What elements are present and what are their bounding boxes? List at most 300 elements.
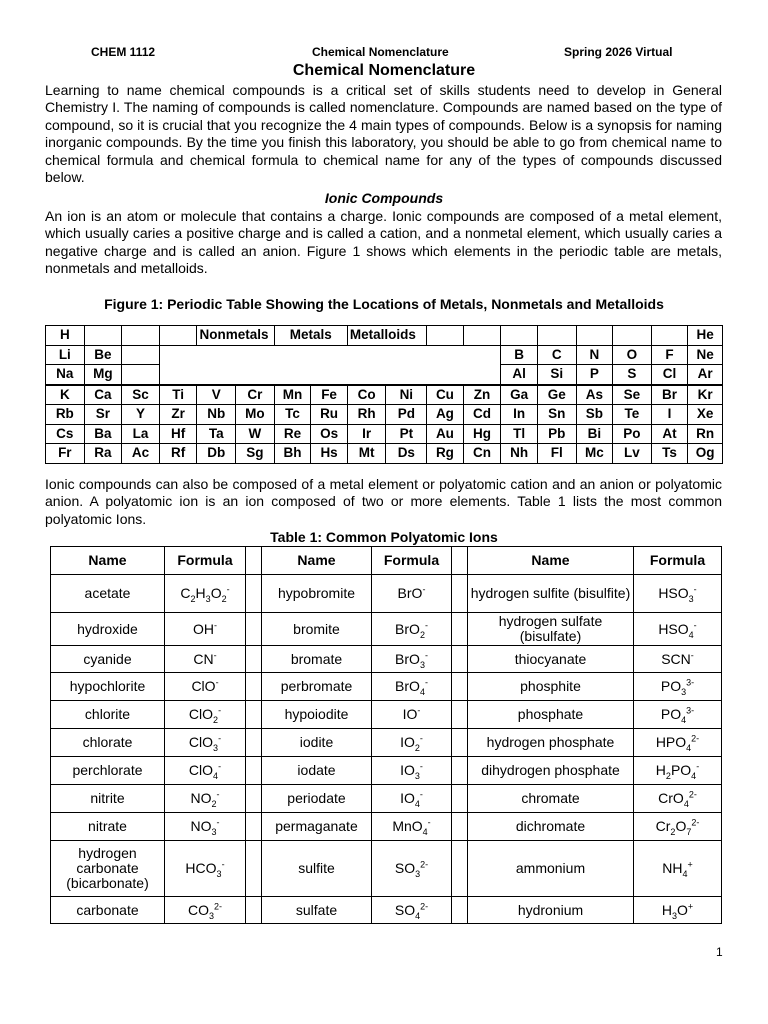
ion-formula [372, 897, 452, 924]
ion-name: permaganate [262, 813, 372, 841]
element-cell: Li [46, 345, 85, 365]
element-cell: Rf [159, 444, 197, 464]
formula-subscript: 3 [688, 593, 694, 604]
element-cell: Sr [84, 405, 122, 425]
spacer-cell [246, 646, 262, 673]
formula-symbol: PO [660, 706, 682, 722]
element-cell: Au [427, 424, 464, 444]
ion-formula [165, 785, 246, 813]
element-cell: Os [311, 424, 348, 444]
ion-name: hypoiodite [262, 701, 372, 729]
ion-formula [372, 785, 452, 813]
element-cell: Ar [688, 365, 723, 385]
element-cell: Cn [463, 444, 501, 464]
ion-formula [634, 813, 722, 841]
formula-charge: 2- [420, 859, 429, 870]
empty-cell [501, 326, 538, 346]
element-cell: Cl [651, 365, 688, 385]
ion-formula [372, 729, 452, 757]
ion-formula [165, 673, 246, 701]
formula-subscript: 2 [221, 593, 227, 604]
table-row [51, 646, 722, 673]
spacer-cell [452, 729, 468, 757]
element-cell: Ta [197, 424, 236, 444]
element-cell: Y [122, 405, 160, 425]
ion-formula [372, 757, 452, 785]
element-cell: Pd [386, 405, 427, 425]
element-cell: Ds [386, 444, 427, 464]
formula-charge: - [419, 733, 423, 744]
ion-formula [634, 646, 722, 673]
spacer-cell [452, 575, 468, 613]
element-cell: Og [688, 444, 723, 464]
ion-name: phosphite [468, 673, 634, 701]
empty-cell [122, 326, 160, 346]
periodic-row-6 [46, 424, 723, 444]
periodic-row-5 [46, 405, 723, 425]
ion-formula [634, 841, 722, 897]
formula-charge: + [687, 859, 693, 870]
formula-charge: 2- [691, 817, 700, 828]
ion-name: perchlorate [51, 757, 165, 785]
element-cell: Cs [46, 424, 85, 444]
ion-name: dihydrogen phosphate [468, 757, 634, 785]
ion-formula [372, 613, 452, 646]
empty-cell [537, 326, 576, 346]
element-cell: Na [46, 365, 85, 385]
ion-name: sulfate [262, 897, 372, 924]
formula-subscript: 2 [414, 742, 420, 753]
table-row [51, 897, 722, 924]
ion-name: hypobromite [262, 575, 372, 613]
formula-symbol: SO [394, 901, 416, 918]
ion-formula [634, 673, 722, 701]
formula-symbol: NO [190, 790, 212, 806]
element-cell: Fr [46, 444, 85, 464]
ion-name: hydrogen sulfate (bisulfate) [468, 613, 634, 646]
formula-subscript: 3 [414, 770, 420, 781]
formula-charge: - [226, 584, 230, 595]
table-row [51, 673, 722, 701]
formula-symbol: O [676, 901, 688, 918]
spacer-cell [246, 701, 262, 729]
intro-paragraph: Learning to name chemical compounds is a critical set of skills students need to develop in General Chemistry I. The naming of compounds is called nomenclature. Compounds are named based on the type of compound, so it is crucial that you recognize the 4 main types of compounds. Below is a synopsis for naming inorganic compounds. By the time you finish this laboratory, you should be able to go from chemical name to chemical formula and chemical formula to chemical name for any of the types of compounds discussed below. [45, 82, 722, 186]
spacer-cell [246, 813, 262, 841]
table-caption: Table 1: Common Polyatomic Ions [270, 529, 498, 545]
element-cell: W [236, 424, 275, 444]
element-cell: Po [613, 424, 652, 444]
formula-symbol: HCO [185, 860, 217, 876]
formula-symbol: SCN [661, 650, 691, 667]
spacer-cell [246, 841, 262, 897]
formula-subscript: 2 [419, 629, 425, 640]
formula-symbol: HPO [655, 734, 687, 750]
spacer-cell [452, 646, 468, 673]
formula-charge: - [690, 649, 694, 660]
ion-name: phosphate [468, 701, 634, 729]
formula-subscript: 4 [681, 714, 687, 725]
formula-charge: - [424, 619, 428, 630]
column-header-name: Name [51, 547, 165, 575]
formula-charge: - [693, 619, 697, 630]
element-cell: Rh [347, 405, 386, 425]
ion-formula [634, 897, 722, 924]
spacer-cell [246, 757, 262, 785]
ion-formula [372, 575, 452, 613]
formula-charge: 2- [214, 900, 223, 911]
formula-symbol: O [675, 818, 687, 834]
formula-symbol: IO [402, 706, 418, 722]
transition-gap [159, 345, 501, 365]
spacer-cell [246, 785, 262, 813]
ion-name: chlorate [51, 729, 165, 757]
formula-symbol: OH [193, 620, 214, 637]
formula-subscript: 3 [671, 910, 677, 921]
polyatomic-paragraph: Ionic compounds can also be composed of a metal element or polyatomic cation and an anion or polyatomic anion. A polyatomic ion is an ion composed of two or more elements. Table 1 lists the most common polyatomic Ions. [45, 476, 722, 527]
element-cell: H [46, 326, 85, 346]
formula-subscript: 3 [415, 868, 421, 879]
transition-gap [159, 365, 501, 385]
formula-charge: 2- [420, 900, 429, 911]
figure-caption: Figure 1: Periodic Table Showing the Locations of Metals, Nonmetals and Metalloids [104, 296, 664, 312]
element-cell: In [501, 405, 538, 425]
formula-symbol: SO [394, 860, 416, 876]
formula-symbol: NO [190, 818, 212, 834]
page-header [0, 45, 768, 61]
ion-name: hydrogen phosphate [468, 729, 634, 757]
formula-charge: - [693, 584, 697, 595]
element-cell: Hf [159, 424, 197, 444]
column-header-name: Name [262, 547, 372, 575]
element-cell: Pt [386, 424, 427, 444]
table-row [51, 701, 722, 729]
ion-formula [372, 646, 452, 673]
legend-metalloids: Metalloids [347, 326, 426, 346]
element-cell: N [576, 345, 613, 365]
element-cell: Al [501, 365, 538, 385]
element-cell: Cr [236, 385, 275, 405]
element-cell: Xe [688, 405, 723, 425]
spacer-cell [246, 897, 262, 924]
element-cell: Lv [613, 444, 652, 464]
element-cell: Ru [311, 405, 348, 425]
formula-charge: + [687, 900, 694, 911]
formula-charge: - [422, 584, 426, 595]
element-cell: C [537, 345, 576, 365]
formula-charge: - [427, 817, 431, 828]
ion-formula [634, 613, 722, 646]
polyatomic-ions-table [50, 546, 722, 924]
formula-charge: - [215, 677, 219, 688]
element-cell: Ti [159, 385, 197, 405]
ion-name: hydronium [468, 897, 634, 924]
element-cell: At [651, 424, 688, 444]
formula-symbol: PO [660, 678, 682, 694]
formula-symbol: ClO [188, 762, 214, 778]
ion-formula [165, 701, 246, 729]
spacer-cell [246, 613, 262, 646]
ion-formula [165, 897, 246, 924]
formula-subscript: 4 [688, 629, 694, 640]
periodic-row-7 [46, 444, 723, 464]
course-code: CHEM 1112 [91, 45, 156, 59]
ion-name: hydroxide [51, 613, 165, 646]
spacer-cell [452, 813, 468, 841]
formula-symbol: H [661, 901, 672, 918]
spacer-cell [246, 673, 262, 701]
element-cell: Ts [651, 444, 688, 464]
formula-subscript: 2 [213, 714, 219, 725]
header-topic: Chemical Nomenclature [312, 45, 449, 59]
formula-charge: 2- [688, 789, 697, 800]
formula-charge: - [424, 649, 428, 660]
formula-charge: - [213, 649, 217, 660]
formula-subscript: 3 [208, 910, 214, 921]
periodic-row-2 [46, 345, 723, 365]
formula-subscript: 4 [683, 798, 689, 809]
formula-subscript: 3 [681, 686, 687, 697]
element-cell: P [576, 365, 613, 385]
element-cell: Fe [311, 385, 348, 405]
ion-name: acetate [51, 575, 165, 613]
formula-symbol: C [180, 585, 191, 601]
element-cell: Sn [537, 405, 576, 425]
formula-subscript: 4 [414, 798, 420, 809]
formula-symbol: IO [400, 762, 415, 778]
formula-symbol: ClO [188, 734, 214, 750]
table-row [51, 841, 722, 897]
legend-nonmetals: Nonmetals [197, 326, 274, 346]
formula-symbol: CO [187, 901, 209, 918]
formula-symbol: BrO [397, 585, 423, 601]
ion-formula [372, 813, 452, 841]
formula-symbol: BrO [395, 620, 420, 637]
ion-name: hydrogen carbonate (bicarbonate) [51, 841, 165, 897]
element-cell: Hg [463, 424, 501, 444]
column-header-name: Name [468, 547, 634, 575]
spacer-column [452, 547, 468, 575]
element-cell: Zn [463, 385, 501, 405]
element-cell: Ba [84, 424, 122, 444]
empty-cell [427, 326, 464, 346]
formula-charge: - [214, 619, 217, 630]
table-row [51, 729, 722, 757]
element-cell: Cd [463, 405, 501, 425]
formula-charge: - [216, 789, 220, 800]
spacer-cell [452, 897, 468, 924]
element-cell: Re [274, 424, 311, 444]
ion-formula [372, 701, 452, 729]
element-cell: Kr [688, 385, 723, 405]
ion-name: ammonium [468, 841, 634, 897]
periodic-table [45, 325, 723, 464]
formula-symbol: MnO [392, 818, 423, 834]
element-cell: Nh [501, 444, 538, 464]
column-header-formula: Formula [165, 547, 246, 575]
element-cell: Db [197, 444, 236, 464]
empty-cell [159, 326, 197, 346]
ion-formula [634, 785, 722, 813]
formula-symbol: NH [662, 860, 683, 876]
formula-symbol: HSO [658, 620, 689, 637]
formula-subscript: 2 [190, 593, 196, 604]
formula-charge: - [216, 817, 220, 828]
formula-symbol: H [655, 762, 666, 778]
formula-symbol: HSO [658, 585, 689, 601]
document-title: Chemical Nomenclature [292, 62, 476, 79]
periodic-row-1 [46, 326, 723, 346]
formula-subscript: 2 [670, 826, 676, 837]
table-row [51, 785, 722, 813]
ion-formula [165, 613, 246, 646]
ion-formula [165, 729, 246, 757]
ionic-paragraph: An ion is an atom or molecule that contains a charge. Ionic compounds are composed of a metal element, which usually caries a positive charge and is called a cation, and a nonmetal element, which usually caries a negative charge and is called an anion. Figure 1 shows which elements in the periodic table are metals, nonmetals and metalloids. [45, 208, 722, 277]
ion-formula [372, 841, 452, 897]
element-cell: Be [84, 345, 122, 365]
ion-name: carbonate [51, 897, 165, 924]
element-cell: Tl [501, 424, 538, 444]
ion-formula [165, 646, 246, 673]
ion-name: cyanide [51, 646, 165, 673]
element-cell: Bi [576, 424, 613, 444]
header-term: Spring 2026 Virtual [564, 45, 673, 59]
element-cell: Co [347, 385, 386, 405]
table-row [51, 813, 722, 841]
ion-name: nitrite [51, 785, 165, 813]
column-header-formula: Formula [372, 547, 452, 575]
element-cell: Ir [347, 424, 386, 444]
formula-subscript: 4 [422, 826, 428, 837]
formula-subscript: 4 [419, 686, 425, 697]
formula-charge: - [218, 733, 222, 744]
periodic-row-3 [46, 365, 723, 385]
element-cell: Zr [159, 405, 197, 425]
formula-charge: - [417, 705, 421, 716]
ion-name: bromate [262, 646, 372, 673]
formula-subscript: 3 [419, 659, 425, 670]
element-cell: Sg [236, 444, 275, 464]
formula-subscript: 3 [211, 826, 217, 837]
spacer-column [246, 547, 262, 575]
element-cell: Ac [122, 444, 160, 464]
formula-symbol: ClO [188, 706, 214, 722]
ion-formula [634, 575, 722, 613]
spacer-cell [246, 729, 262, 757]
element-cell: F [651, 345, 688, 365]
ion-formula [634, 729, 722, 757]
element-cell: Si [537, 365, 576, 385]
element-cell: Rn [688, 424, 723, 444]
element-cell: V [197, 385, 236, 405]
element-cell: Ge [537, 385, 576, 405]
formula-subscript: 4 [682, 868, 688, 879]
formula-subscript: 4 [213, 770, 219, 781]
spacer-cell [452, 613, 468, 646]
element-cell: O [613, 345, 652, 365]
element-cell: Sc [122, 385, 160, 405]
element-cell: Ra [84, 444, 122, 464]
formula-subscript: 3 [213, 742, 219, 753]
empty-cell [613, 326, 652, 346]
legend-metals: Metals [274, 326, 347, 346]
element-cell: Mg [84, 365, 122, 385]
table-row [51, 757, 722, 785]
element-cell: Sb [576, 405, 613, 425]
element-cell: Ne [688, 345, 723, 365]
ion-name: hydrogen sulfite (bisulfite) [468, 575, 634, 613]
formula-subscript: 2 [211, 798, 217, 809]
formula-symbol: IO [400, 734, 415, 750]
ion-formula [634, 701, 722, 729]
formula-charge: - [419, 789, 423, 800]
ion-name: chromate [468, 785, 634, 813]
element-cell: Te [613, 405, 652, 425]
empty-cell [84, 326, 122, 346]
element-cell: Mo [236, 405, 275, 425]
element-cell: Br [651, 385, 688, 405]
ion-formula [165, 813, 246, 841]
ion-formula [165, 841, 246, 897]
ion-name: hypochlorite [51, 673, 165, 701]
ion-name: dichromate [468, 813, 634, 841]
formula-charge: - [221, 859, 225, 870]
element-cell: La [122, 424, 160, 444]
formula-charge: 3- [686, 705, 695, 716]
formula-subscript: 3 [216, 868, 222, 879]
page-number: 1 [716, 945, 723, 959]
empty-cell [122, 345, 160, 365]
ion-name: thiocyanate [468, 646, 634, 673]
formula-subscript: 4 [415, 910, 421, 921]
empty-cell [651, 326, 688, 346]
formula-charge: - [419, 761, 423, 772]
element-cell: Cu [427, 385, 464, 405]
spacer-cell [452, 701, 468, 729]
element-cell: As [576, 385, 613, 405]
element-cell: Se [613, 385, 652, 405]
formula-symbol: BrO [395, 650, 420, 667]
ion-name: iodite [262, 729, 372, 757]
element-cell: Hs [311, 444, 348, 464]
element-cell: Ni [386, 385, 427, 405]
element-cell: Tc [274, 405, 311, 425]
element-cell: Mt [347, 444, 386, 464]
formula-charge: 3- [686, 677, 695, 688]
element-cell: B [501, 345, 538, 365]
element-cell: I [651, 405, 688, 425]
table-header-row [51, 547, 722, 575]
column-header-formula: Formula [634, 547, 722, 575]
element-cell: S [613, 365, 652, 385]
formula-subscript: 7 [686, 826, 692, 837]
element-cell: Mn [274, 385, 311, 405]
element-cell: Ag [427, 405, 464, 425]
table-row [51, 613, 722, 646]
element-cell: Mc [576, 444, 613, 464]
spacer-cell [246, 575, 262, 613]
ion-name: sulfite [262, 841, 372, 897]
ion-name: iodate [262, 757, 372, 785]
formula-symbol: ClO [191, 678, 216, 694]
formula-subscript: 2 [665, 770, 671, 781]
formula-symbol: IO [400, 790, 415, 806]
ion-name: bromite [262, 613, 372, 646]
element-cell: Ca [84, 385, 122, 405]
element-cell: He [688, 326, 723, 346]
empty-cell [463, 326, 501, 346]
element-cell: Bh [274, 444, 311, 464]
formula-subscript: 4 [691, 770, 697, 781]
